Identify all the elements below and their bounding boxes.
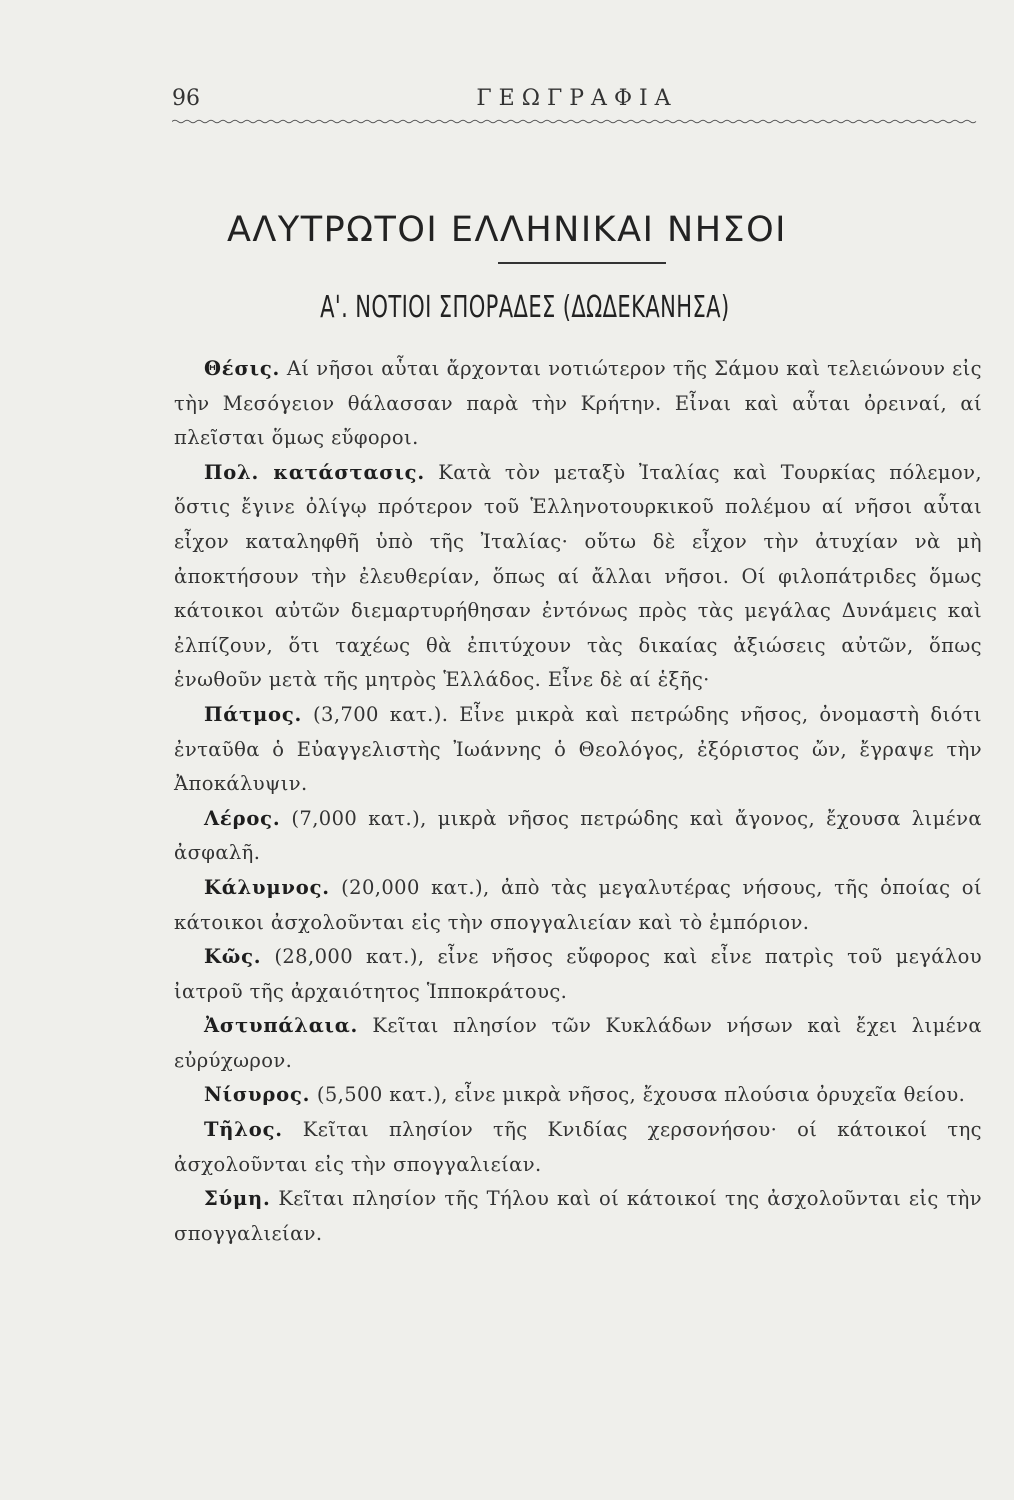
text-tilos: Κεῖται πλησίον τῆς Κνιδίας χερσονήσου· οί κάτοικοί της ἀσχολοῦνται εἰς τὴν σπογγαλιείαν. [174, 1118, 982, 1176]
running-head [172, 86, 982, 116]
paragraph-patmos [174, 698, 982, 802]
main-title: ΑΛΥΤΡΩΤΟΙ ΕΛΛΗΝΙΚΑΙ ΝΗΣΟΙ [226, 210, 788, 251]
body-text [174, 352, 982, 1251]
text-kalymnos: (20,000 κατ.), ἀπὸ τὰς μεγαλυτέρας νήσους, τῆς ὁποίας οί κάτοικοι ἀσχολοῦνται εἰς τὴν σπογγαλιείαν καὶ τὸ ἐμπόριον. [174, 875, 982, 934]
paragraph-leros [174, 802, 982, 871]
lead-astypalaia: Ἀστυπάλαια. [204, 1014, 359, 1038]
header-wavy-rule [172, 119, 977, 124]
lead-tilos: Τῆλος. [204, 1118, 283, 1142]
lead-kos: Κῶς. [204, 945, 262, 969]
paragraph-kos [174, 940, 982, 1009]
page-number: 96 [172, 86, 200, 111]
text-patmos: (3,700 κατ.). Εἶνε μικρὰ καὶ πετρώδης νῆσος, ὀνομαστὴ διότι ἐνταῦθα ὁ Εὐαγγελιστὴς Ἰωάννης ὁ Θεολόγος, ἐξόριστος ὤν, ἔγραψε τὴν Ἀποκάλυψιν. [174, 702, 982, 796]
text-symi: Κεῖται πλησίον τῆς Τήλου καὶ οί κάτοικοί της ἀσχολοῦνται εἰς τὴν σπογγαλιείαν. [174, 1187, 982, 1245]
paragraph-position [174, 352, 982, 456]
lead-position: Θέσις. [204, 357, 281, 380]
text-political-status: Κατὰ τὸν μεταξὺ Ἰταλίας καὶ Τουρκίας πόλεμον, ὅστις ἔγινε ὀλίγῳ πρότερον τοῦ Ἑλληνοτουρκικοῦ πολέμου αί νῆσοι αὗται εἶχον καταληφθῆ ὑπὸ τῆς Ἰταλίας· οὕτω δὲ εἶχον τὴν ἀτυχίαν νὰ μὴ ἀποκτήσουν τὴν ἐλευθερίαν, ὅπως αί ἄλλαι νῆσοι. Οί φιλοπάτριδες ὅμως κάτοικοι αὐτῶν διεμαρτυρήθησαν ἐντόνως πρὸς τὰς μεγάλας Δυνάμεις καὶ ἐλπίζουν, ὅτι ταχέως θὰ ἐπιτύχουν τὰς δικαίας ἀξιώσεις αὐτῶν, ὅπως ἑνωθοῦν μετὰ τῆς μητρὸς Ἑλλάδος. Εἶνε δὲ αί ἑξῆς· [174, 460, 982, 692]
lead-patmos: Πάτμος. [204, 702, 303, 726]
text-kos: (28,000 κατ.), εἶνε νῆσος εὔφορος καὶ εἶνε πατρὶς τοῦ μεγάλου ἰατροῦ τῆς ἀρχαιότητος Ἱπποκράτους. [174, 945, 982, 1003]
text-leros: (7,000 κατ.), μικρὰ νῆσος πετρώδης καὶ ἄγονος, ἔχουσα λιμένα ἀσφαλῆ. [174, 806, 982, 865]
lead-nisyros: Νίσυρος. [204, 1083, 311, 1107]
paragraph-astypalaia [174, 1009, 982, 1078]
lead-kalymnos: Κάλυμνος. [204, 875, 330, 899]
paragraph-kalymnos [174, 871, 982, 940]
paragraph-nisyros [174, 1078, 982, 1113]
running-title: ΓΕΩΓΡΑΦΙΑ [476, 86, 678, 111]
paragraph-political-status [174, 456, 982, 698]
lead-symi: Σύμη. [204, 1187, 271, 1211]
section-title: Α'. ΝΟΤΙΟΙ ΣΠΟΡΑΔΕΣ (ΔΩΔΕΚΑΝΗΣΑ) [320, 290, 730, 325]
lead-political-status: Πολ. κατάστασις. [204, 460, 425, 484]
paragraph-tilos [174, 1113, 982, 1182]
title-divider [498, 262, 666, 264]
text-position: Αί νῆσοι αὗται ἄρχονται νοτιώτερον τῆς Σάμου καὶ τελειώνουν εἰς τὴν Μεσόγειον θάλασσαν παρὰ τὴν Κρήτην. Εἶναι καὶ αὗται ὀρειναί, αί πλεῖσται ὅμως εὔφοροι. [174, 357, 982, 450]
text-nisyros: (5,500 κατ.), εἶνε μικρὰ νῆσος, ἔχουσα πλούσια ὀρυχεῖα θείου. [316, 1083, 966, 1107]
text-astypalaia: Κεῖται πλησίον τῶν Κυκλάδων νήσων καὶ ἔχει λιμένα εὐρύχωρον. [174, 1014, 982, 1072]
lead-leros: Λέρος. [204, 806, 281, 830]
paragraph-symi [174, 1182, 982, 1251]
